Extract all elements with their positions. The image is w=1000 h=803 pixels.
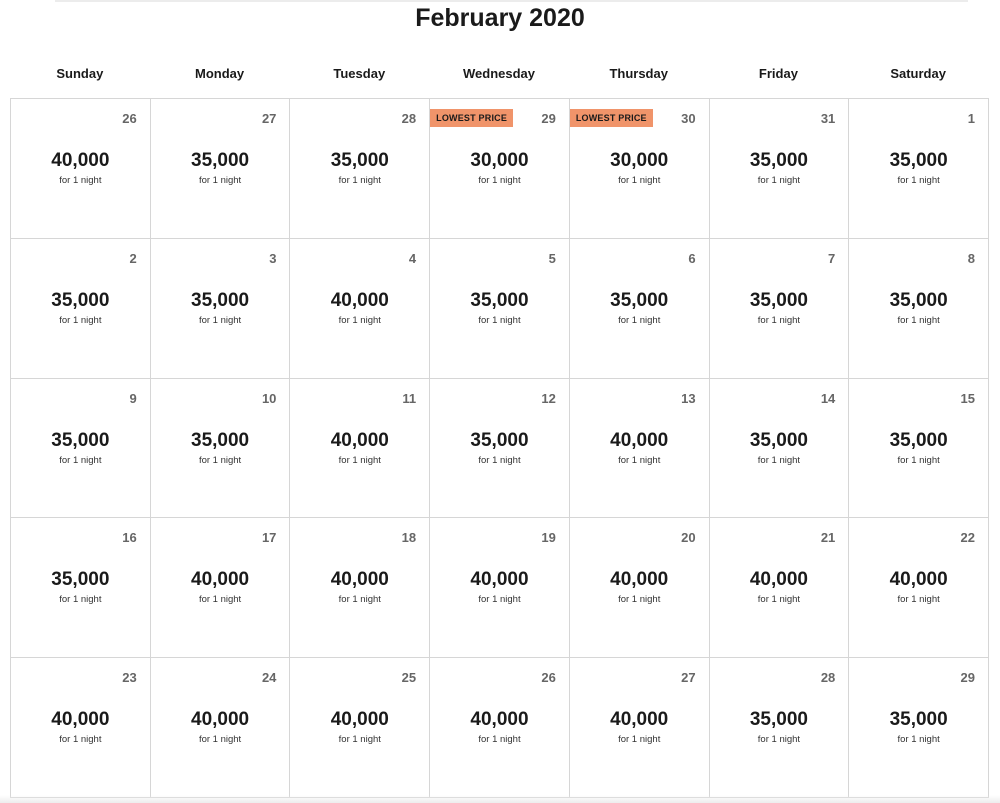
calendar-day-cell[interactable] bbox=[570, 518, 710, 658]
price-points: 35,000 bbox=[889, 289, 948, 311]
price-points: 40,000 bbox=[610, 429, 669, 451]
night-count-label: for 1 night bbox=[618, 594, 661, 606]
night-count-label: for 1 night bbox=[757, 175, 801, 186]
day-number: 21 bbox=[820, 530, 836, 546]
night-count-label: for 1 night bbox=[478, 594, 521, 606]
day-number: 23 bbox=[122, 670, 137, 686]
price-points: 40,000 bbox=[470, 709, 529, 731]
price-points: 35,000 bbox=[749, 709, 808, 731]
month-title: February 2020 bbox=[415, 4, 585, 32]
price-points: 40,000 bbox=[51, 709, 110, 731]
price-points: 35,000 bbox=[470, 289, 529, 311]
calendar-day-cell[interactable] bbox=[11, 99, 151, 239]
night-count-label: for 1 night bbox=[618, 454, 661, 466]
calendar-day-cell[interactable] bbox=[710, 239, 850, 379]
night-count-label: for 1 night bbox=[338, 734, 381, 746]
price-points: 35,000 bbox=[191, 289, 250, 311]
night-count-label: for 1 night bbox=[757, 594, 801, 606]
calendar-day-cell[interactable] bbox=[570, 658, 710, 798]
day-number: 27 bbox=[261, 111, 277, 126]
price-points: 30,000 bbox=[470, 150, 529, 171]
calendar-day-cell[interactable] bbox=[151, 239, 291, 379]
night-count-label: for 1 night bbox=[757, 314, 801, 326]
day-number: 15 bbox=[960, 390, 975, 406]
day-number: 3 bbox=[269, 250, 277, 266]
day-number: 27 bbox=[681, 670, 696, 686]
calendar-day-cell[interactable] bbox=[430, 99, 570, 239]
calendar-day-cell[interactable] bbox=[290, 518, 430, 658]
price-points: 40,000 bbox=[51, 150, 110, 171]
night-count-label: for 1 night bbox=[897, 175, 940, 186]
price-points: 35,000 bbox=[51, 289, 110, 311]
calendar-day-cell[interactable] bbox=[290, 239, 430, 379]
price-points: 40,000 bbox=[191, 709, 250, 731]
weekday-sunday: Sunday bbox=[56, 66, 104, 81]
day-number: 1 bbox=[967, 111, 975, 126]
calendar-day-cell[interactable] bbox=[710, 99, 850, 239]
price-points: 35,000 bbox=[470, 429, 529, 451]
day-number: 12 bbox=[541, 390, 556, 406]
lowest-price-badge: LOWEST PRICE bbox=[430, 109, 513, 127]
day-number: 26 bbox=[122, 111, 137, 126]
night-count-label: for 1 night bbox=[897, 734, 940, 746]
price-points: 35,000 bbox=[749, 289, 808, 311]
night-count-label: for 1 night bbox=[198, 734, 242, 746]
day-number: 28 bbox=[820, 670, 836, 686]
price-points: 40,000 bbox=[610, 569, 669, 591]
calendar-day-cell[interactable] bbox=[290, 379, 430, 519]
price-points: 35,000 bbox=[610, 289, 669, 311]
night-count-label: for 1 night bbox=[897, 454, 940, 466]
weekday-monday: Monday bbox=[195, 66, 245, 81]
top-divider bbox=[55, 0, 968, 2]
day-number: 13 bbox=[681, 390, 696, 406]
price-points: 40,000 bbox=[330, 709, 389, 731]
night-count-label: for 1 night bbox=[478, 175, 521, 186]
calendar-day-cell[interactable] bbox=[11, 379, 151, 519]
day-number: 9 bbox=[129, 390, 137, 406]
day-number: 10 bbox=[261, 390, 277, 406]
weekday-thursday: Thursday bbox=[609, 66, 668, 81]
day-number: 20 bbox=[681, 530, 696, 546]
price-points: 40,000 bbox=[610, 709, 669, 731]
calendar-day-cell[interactable] bbox=[710, 518, 850, 658]
calendar-day-cell[interactable] bbox=[849, 379, 989, 519]
day-number: 7 bbox=[828, 250, 836, 266]
calendar-day-cell[interactable] bbox=[570, 379, 710, 519]
day-number: 19 bbox=[541, 530, 556, 546]
price-points: 30,000 bbox=[610, 150, 669, 171]
price-points: 40,000 bbox=[330, 569, 389, 591]
price-points: 35,000 bbox=[889, 150, 948, 171]
calendar-day-cell[interactable] bbox=[849, 518, 989, 658]
weekday-friday: Friday bbox=[758, 66, 798, 81]
day-number: 11 bbox=[402, 390, 417, 406]
day-number: 16 bbox=[122, 530, 137, 546]
night-count-label: for 1 night bbox=[59, 175, 102, 186]
calendar-day-cell[interactable] bbox=[570, 239, 710, 379]
price-points: 35,000 bbox=[889, 429, 948, 451]
day-number: 24 bbox=[261, 670, 277, 686]
day-number: 30 bbox=[681, 111, 696, 126]
calendar-day-cell[interactable] bbox=[430, 239, 570, 379]
night-count-label: for 1 night bbox=[338, 175, 381, 186]
night-count-label: for 1 night bbox=[59, 454, 102, 466]
day-number: 17 bbox=[261, 530, 277, 546]
calendar-day-cell[interactable] bbox=[570, 99, 710, 239]
calendar-day-cell[interactable] bbox=[11, 658, 151, 798]
night-count-label: for 1 night bbox=[478, 454, 521, 466]
night-count-label: for 1 night bbox=[618, 175, 661, 186]
weekday-tuesday: Tuesday bbox=[333, 66, 386, 81]
price-points: 35,000 bbox=[749, 150, 808, 171]
calendar-day-cell[interactable] bbox=[710, 379, 850, 519]
calendar-day-cell[interactable] bbox=[151, 658, 291, 798]
calendar-day-cell[interactable] bbox=[710, 658, 850, 798]
price-points: 35,000 bbox=[191, 150, 250, 171]
price-points: 40,000 bbox=[889, 569, 948, 591]
price-points: 35,000 bbox=[191, 429, 250, 451]
night-count-label: for 1 night bbox=[198, 314, 242, 326]
day-number: 29 bbox=[960, 670, 975, 686]
night-count-label: for 1 night bbox=[757, 454, 801, 466]
night-count-label: for 1 night bbox=[478, 314, 521, 326]
night-count-label: for 1 night bbox=[338, 314, 381, 326]
calendar-day-cell[interactable] bbox=[151, 99, 291, 239]
lowest-price-badge: LOWEST PRICE bbox=[570, 109, 653, 127]
calendar-day-cell[interactable] bbox=[849, 658, 989, 798]
calendar-day-cell[interactable] bbox=[849, 99, 989, 239]
night-count-label: for 1 night bbox=[198, 175, 242, 186]
day-number: 22 bbox=[960, 530, 975, 546]
day-number: 26 bbox=[541, 670, 556, 686]
day-number: 31 bbox=[820, 111, 836, 126]
day-number: 18 bbox=[401, 530, 417, 546]
night-count-label: for 1 night bbox=[618, 734, 661, 746]
calendar-day-cell[interactable] bbox=[11, 518, 151, 658]
calendar-grid bbox=[10, 98, 989, 798]
price-points: 40,000 bbox=[749, 569, 808, 591]
calendar-day-cell[interactable] bbox=[11, 239, 151, 379]
day-number: 28 bbox=[401, 111, 417, 126]
day-number: 4 bbox=[408, 250, 417, 266]
calendar-day-cell[interactable] bbox=[290, 658, 430, 798]
weekday-header bbox=[10, 60, 988, 88]
price-points: 35,000 bbox=[51, 429, 110, 451]
day-number: 25 bbox=[401, 670, 417, 686]
night-count-label: for 1 night bbox=[198, 594, 242, 606]
night-count-label: for 1 night bbox=[59, 734, 102, 746]
night-count-label: for 1 night bbox=[59, 594, 102, 606]
calendar-day-cell[interactable] bbox=[290, 99, 430, 239]
day-number: 5 bbox=[548, 250, 556, 266]
night-count-label: for 1 night bbox=[897, 314, 940, 326]
night-count-label: for 1 night bbox=[618, 314, 661, 326]
calendar-day-cell[interactable] bbox=[151, 379, 291, 519]
calendar-day-cell[interactable] bbox=[430, 518, 570, 658]
night-count-label: for 1 night bbox=[59, 314, 102, 326]
price-points: 40,000 bbox=[191, 569, 250, 591]
calendar-day-cell[interactable] bbox=[430, 379, 570, 519]
price-points: 40,000 bbox=[470, 569, 529, 591]
day-number: 6 bbox=[688, 250, 696, 266]
night-count-label: for 1 night bbox=[757, 734, 801, 746]
night-count-label: for 1 night bbox=[478, 734, 521, 746]
day-number: 14 bbox=[820, 390, 836, 406]
night-count-label: for 1 night bbox=[198, 454, 242, 466]
price-points: 35,000 bbox=[749, 429, 808, 451]
day-number: 8 bbox=[967, 250, 975, 266]
weekday-wednesday: Wednesday bbox=[462, 66, 535, 81]
night-count-label: for 1 night bbox=[897, 594, 940, 606]
day-number: 2 bbox=[129, 250, 137, 266]
weekday-saturday: Saturday bbox=[890, 66, 946, 81]
calendar-day-cell[interactable] bbox=[151, 518, 291, 658]
price-points: 35,000 bbox=[51, 569, 110, 591]
price-points: 40,000 bbox=[330, 289, 389, 311]
price-points: 40,000 bbox=[330, 429, 389, 451]
night-count-label: for 1 night bbox=[338, 454, 381, 466]
price-points: 35,000 bbox=[889, 709, 948, 731]
day-number: 29 bbox=[541, 111, 556, 126]
night-count-label: for 1 night bbox=[338, 594, 381, 606]
calendar-day-cell[interactable] bbox=[430, 658, 570, 798]
calendar-day-cell[interactable] bbox=[849, 239, 989, 379]
price-points: 35,000 bbox=[330, 150, 389, 171]
